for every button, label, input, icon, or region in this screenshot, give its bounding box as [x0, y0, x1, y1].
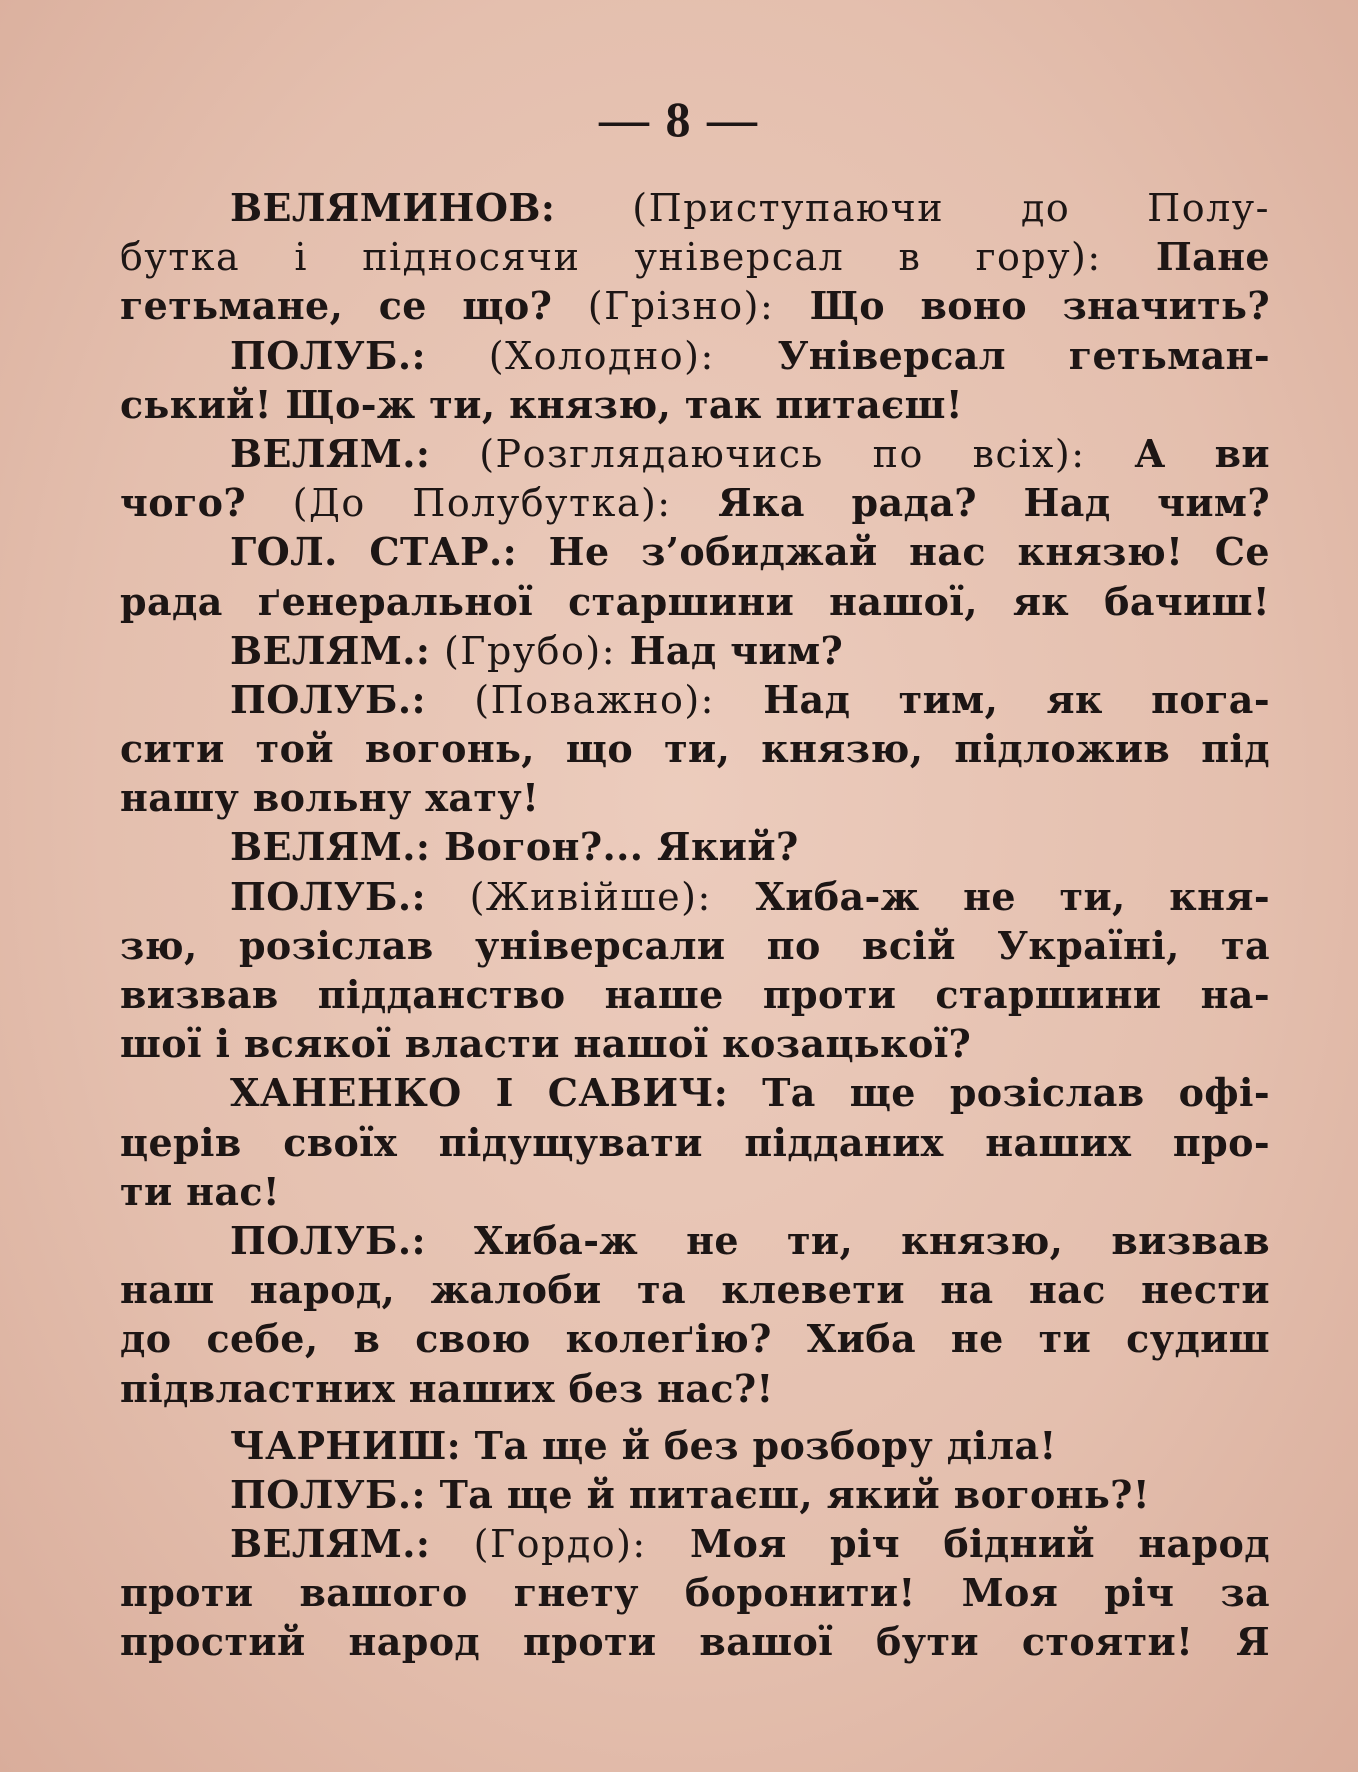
text-segment: А ви [1134, 430, 1270, 476]
stage-direction: (Приступаючи до Полу- [632, 186, 1270, 230]
text-line [120, 478, 1270, 527]
stage-direction: (Живійше): [469, 874, 756, 919]
text-line [120, 1421, 1270, 1470]
text-segment: до себе, в свою колеґію? Хиба не ти судиш [120, 1316, 1270, 1362]
text-segment: сити той вогонь, що ти, князю, підложив під [120, 726, 1270, 772]
text-line [120, 773, 1270, 822]
text-segment: ПОЛУБ.: Та ще й питаєш, який вогонь?! [230, 1471, 1150, 1517]
text-line [120, 577, 1270, 626]
stage-direction: бутка і підносячи універсал в гору): [120, 235, 1156, 280]
text-segment: Моя річ бідний народ [690, 1521, 1270, 1567]
text-line [120, 183, 1270, 232]
text-segment: Над тим, як пога- [763, 676, 1270, 722]
text-segment: ХАНЕНКО І САВИЧ: Та ще розіслав офі- [230, 1070, 1270, 1116]
text-line [120, 1617, 1270, 1666]
text-segment: проти вашого гнету боронити! Моя річ за [120, 1570, 1270, 1616]
play-text [120, 183, 1270, 1667]
text-line [120, 1364, 1270, 1413]
text-segment: ВЕЛЯМИНОВ: [230, 185, 633, 230]
text-line [120, 1019, 1270, 1068]
text-segment: рада ґенеральної старшини нашої, як бачиш! [120, 578, 1270, 624]
text-line [120, 429, 1270, 478]
stage-direction: (Гордо): [473, 1522, 690, 1567]
text-segment: ВЕЛЯМ.: [230, 430, 480, 476]
text-line [120, 281, 1270, 330]
text-segment: ПОЛУБ.: [230, 873, 470, 919]
text-line [120, 872, 1270, 921]
text-segment: ПОЛУБ.: [230, 332, 489, 378]
text-segment: ЧАРНИШ: Та ще й без розбору діла! [230, 1422, 1057, 1468]
text-segment: простий народ проти вашої бути стояти! Я [120, 1619, 1270, 1665]
stage-direction: (Розглядаючись по всіх): [479, 431, 1135, 476]
stage-direction: (Поважно): [474, 677, 764, 722]
text-line [120, 1470, 1270, 1519]
text-segment: Хиба-ж не ти, кня- [755, 873, 1270, 919]
text-line [120, 1265, 1270, 1314]
text-line [120, 1068, 1270, 1117]
text-line [120, 1314, 1270, 1363]
text-line [120, 970, 1270, 1019]
text-segment: Пане [1155, 234, 1270, 280]
text-line [120, 1519, 1270, 1568]
text-line [120, 626, 1270, 675]
stage-direction: (До Полубутка): [292, 481, 719, 526]
stage-direction: (Грізно): [587, 284, 810, 329]
text-segment: зю, розіслав універсали по всій Україні, та [120, 922, 1270, 968]
text-line [120, 331, 1270, 380]
text-segment: гетьмане, се що? [120, 283, 588, 329]
text-segment: чого? [120, 480, 293, 526]
text-line [120, 1216, 1270, 1265]
text-segment: ПОЛУБ.: Хиба-ж не ти, князю, визвав [230, 1217, 1270, 1263]
text-segment: Що воно значить? [809, 283, 1270, 329]
text-line [120, 724, 1270, 773]
text-line [120, 822, 1270, 871]
text-line [120, 921, 1270, 970]
stage-direction: (Грубо): [443, 628, 630, 673]
text-segment: ПОЛУБ.: [230, 676, 475, 722]
text-line [120, 1167, 1270, 1216]
text-segment: церів своїх підущувати підданих наших про- [120, 1119, 1270, 1165]
text-line [120, 1118, 1270, 1167]
text-segment: шої і всякої власти нашої козацької? [120, 1021, 972, 1067]
text-segment: Над чим? [629, 627, 844, 673]
text-segment: визвав підданство наше проти старшини на- [120, 972, 1270, 1017]
text-segment: Яка рада? Над чим? [718, 480, 1270, 526]
page-number: — 8 — [599, 91, 759, 147]
text-segment: наш народ, жалоби та клевети на нас нести [120, 1267, 1270, 1313]
text-segment: ський! Що-ж ти, князю, так питаєш! [120, 381, 963, 427]
text-segment: ГОЛ. СТАР.: Не з’обиджай нас князю! Се [230, 529, 1270, 575]
text-line [120, 1568, 1270, 1617]
text-segment: ВЕЛЯМ.: [230, 627, 444, 673]
text-segment: підвластних наших без нас?! [120, 1365, 774, 1411]
text-segment: ВЕЛЯМ.: Вогон?... Який? [230, 824, 799, 870]
text-segment: ти нас! [120, 1168, 281, 1214]
text-line [120, 675, 1270, 724]
text-segment: Універсал гетьман- [777, 332, 1270, 378]
stage-direction: (Холодно): [488, 333, 778, 378]
text-line [120, 380, 1270, 429]
text-segment: нашу вольну хату! [120, 775, 540, 821]
text-segment: ВЕЛЯМ.: [230, 1521, 474, 1567]
text-line [120, 527, 1270, 576]
text-line [120, 232, 1270, 281]
